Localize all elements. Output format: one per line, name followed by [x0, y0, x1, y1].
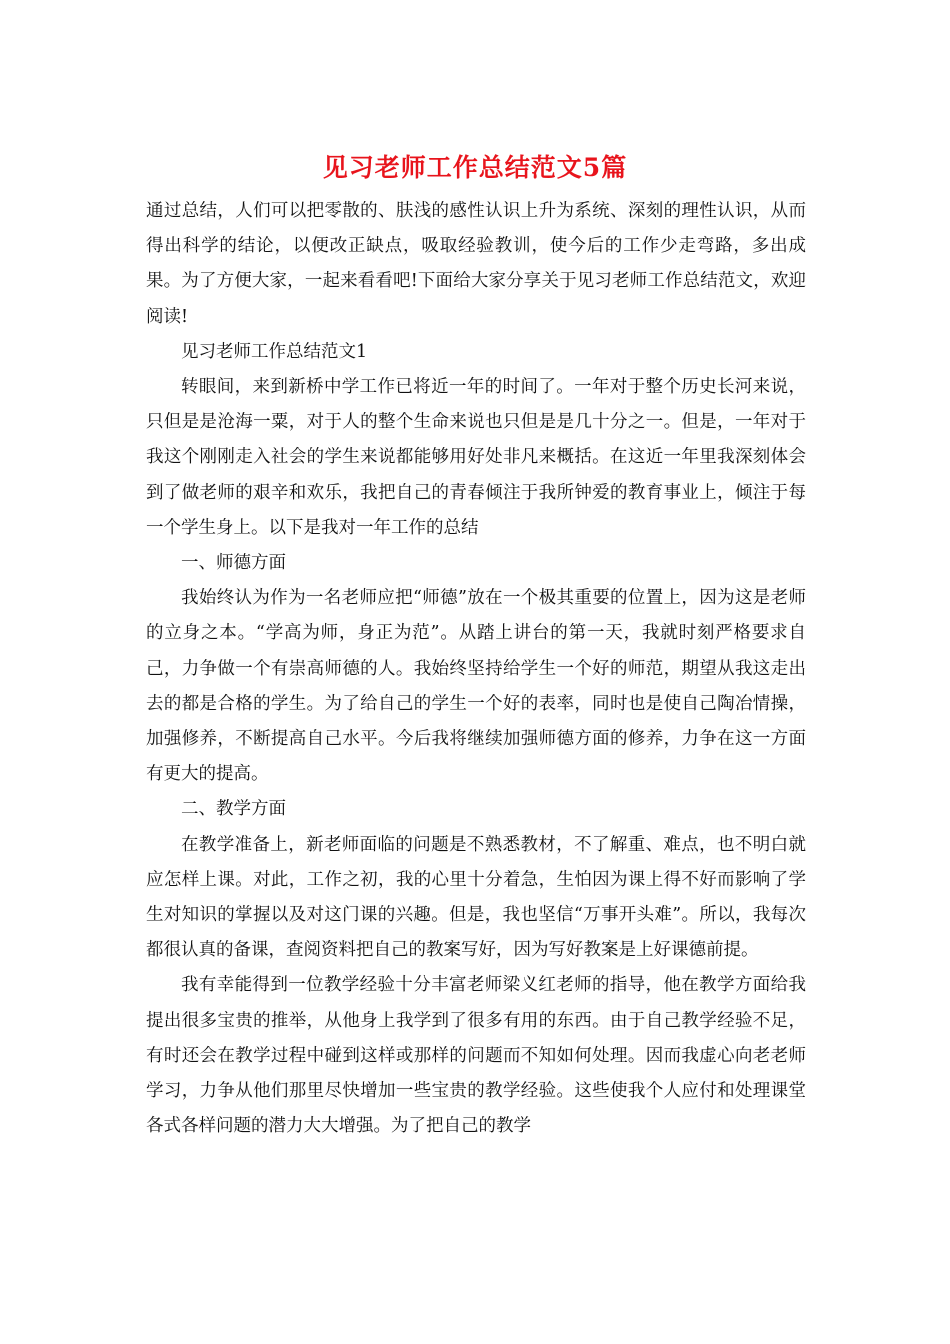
document-body — [146, 194, 806, 1144]
paragraph: 见习老师工作总结范文1 — [181, 341, 368, 362]
paragraph: 在教学准备上，新老师面临的问题是不熟悉教材，不了解重、难点，也不明白就应怎样上课。对此，工作之初，我的心里十分着急，生怕因为课上得不好而影响了学生对知识的掌握以及对这门课的兴趣。但是，我也坚信“万事开头难”。所以，我每次都很认真的备课，查阅资料把自己的教案写好，因为写好教案是上好课德前提。 — [146, 834, 806, 961]
paragraph: 二、教学方面 — [181, 799, 286, 820]
paragraph: 我有幸能得到一位教学经验十分丰富老师梁义红老师的指导，他在教学方面给我提出很多宝贵的推举，从他身上我学到了很多有用的东西。由于自己教学经验不足，有时还会在教学过程中碰到这样或那样的问题而不知如何处理。因而我虚心向老老师学习，力争从他们那里尽快增加一些宝贵的教学经验。这些使我个人应付和处理课堂各式各样问题的潜力大大增强。为了把自己的教学 — [146, 975, 806, 1137]
paragraph: 我始终认为作为一名老师应把“师德”放在一个极其重要的位置上，因为这是老师的立身之本。“学高为师，身正为范”。从踏上讲台的第一天，我就时刻严格要求自己，力争做一个有崇高师德的人。我始终坚持给学生一个好的师范，期望从我这走出去的都是合格的学生。为了给自己的学生一个好的表率，同时也是使自己陶冶情操，加强修养，不断提高自己水平。今后我将继续加强师德方面的修养，力争在这一方面有更大的提高。 — [146, 588, 806, 785]
document-title: 见习老师工作总结范文5篇 — [322, 153, 628, 182]
paragraph: 转眼间，来到新桥中学工作已将近一年的时间了。一年对于整个历史长河来说，只但是是沧海一粟，对于人的整个生命来说也只但是是几十分之一。但是，一年对于我这个刚刚走入社会的学生来说都能够用好处非凡来概括。在这近一年里我深刻体会到了做老师的艰辛和欢乐，我把自己的青春倾注于我所钟爱的教育事业上，倾注于每一个学生身上。以下是我对一年工作的总结 — [146, 377, 806, 538]
paragraph: 一、师德方面 — [181, 553, 286, 574]
paragraph: 通过总结，人们可以把零散的、肤浅的感性认识上升为系统、深刻的理性认识，从而得出科学的结论，以便改正缺点，吸取经验教训，使今后的工作少走弯路，多出成果。为了方便大家，一起来看看吧!下面给大家分享关于见习老师工作总结范文，欢迎阅读! — [146, 201, 806, 327]
